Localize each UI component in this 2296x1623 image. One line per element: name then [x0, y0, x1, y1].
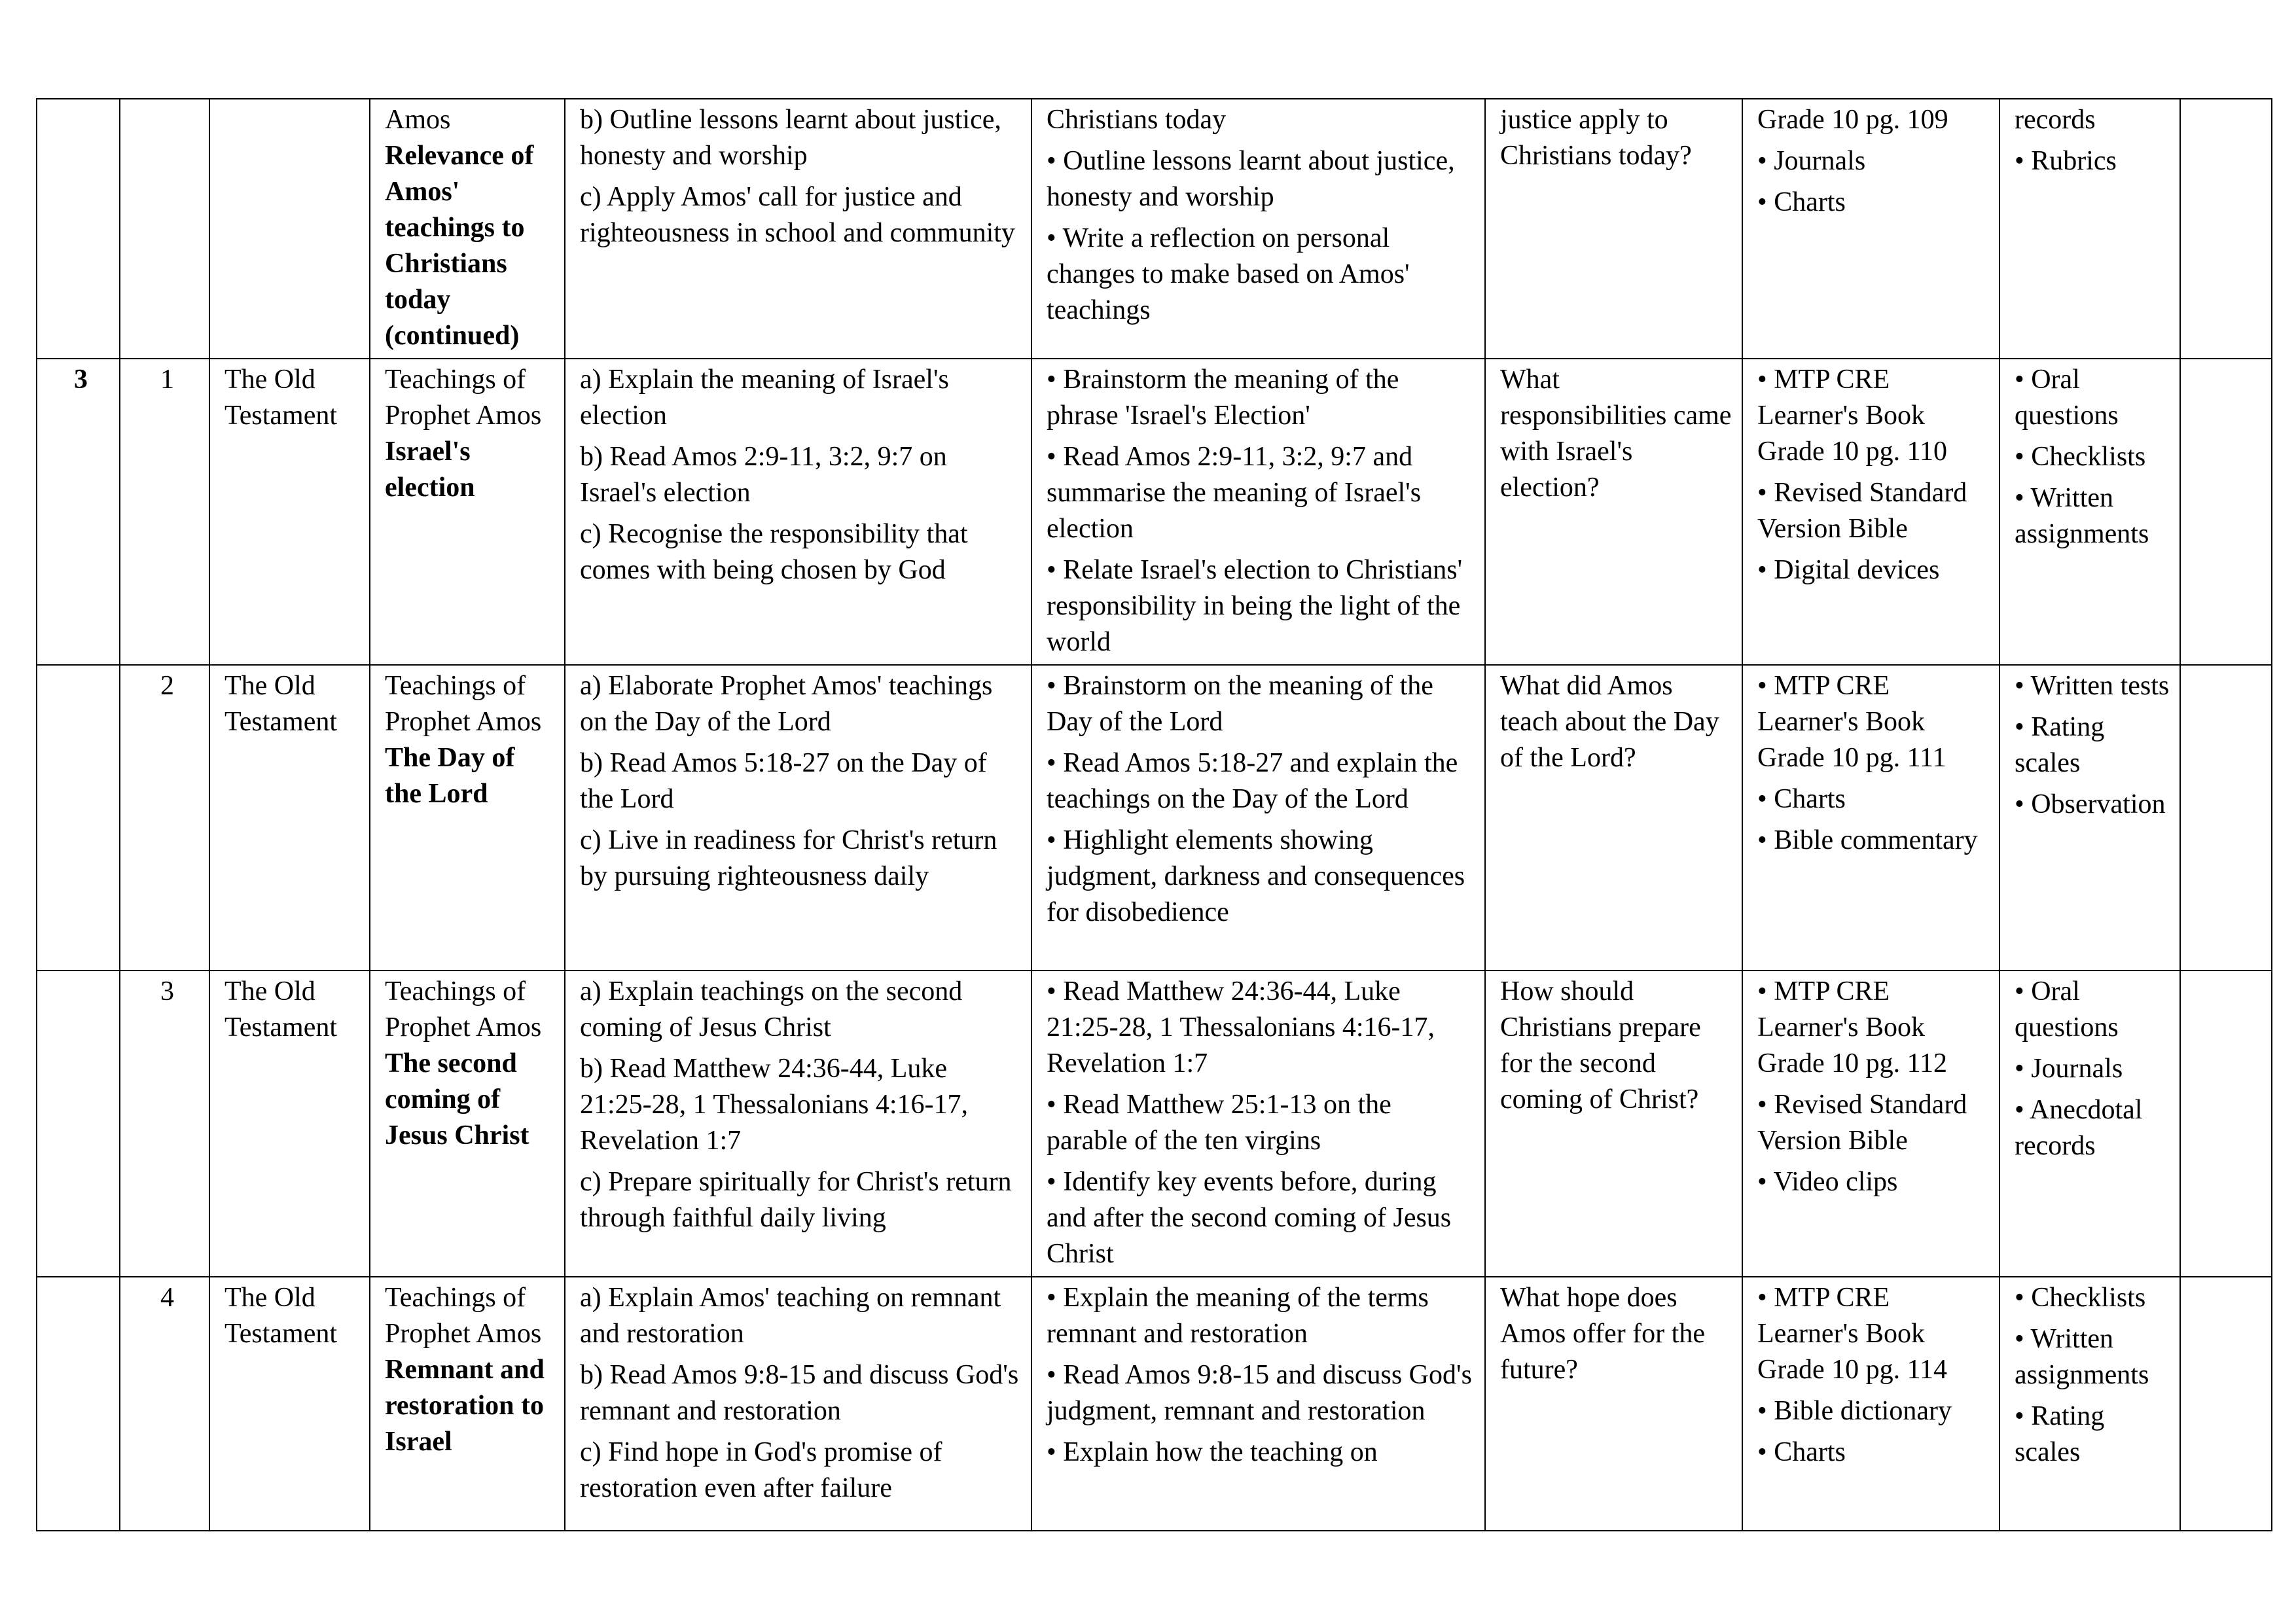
- assessment-item: • Rating scales: [2015, 712, 2105, 778]
- table-row: [37, 359, 2272, 665]
- outcome-item: b) Read Amos 2:9-11, 3:2, 9:7 on Israel's election: [580, 442, 947, 508]
- remarks-cell: [2180, 665, 2272, 971]
- sub-strand-title: The second coming of Jesus Christ: [385, 1048, 529, 1150]
- remarks-cell: [2180, 99, 2272, 359]
- resource-item: • Journals: [1757, 146, 1866, 176]
- key-inquiry-cell: How should Christians prepare for the second coming of Christ?: [1485, 971, 1742, 1277]
- table-row: [37, 665, 2272, 971]
- week-cell: 3: [37, 359, 120, 665]
- experience-item: • Write a reflection on personal changes to make based on Amos' teachings: [1047, 223, 1410, 325]
- experience-item: • Explain how the teaching on: [1047, 1437, 1378, 1467]
- assessment-cell: [2000, 1277, 2180, 1531]
- learning-outcomes-cell: [565, 971, 1031, 1277]
- lesson-cell: 3: [120, 971, 209, 1277]
- resource-item: • Video clips: [1757, 1167, 1898, 1197]
- sub-strand-prefix: Teachings of Prophet Amos: [385, 671, 542, 737]
- resource-item: • Revised Standard Version Bible: [1757, 1090, 1967, 1156]
- resource-item: • Digital devices: [1757, 555, 1940, 585]
- sub-strand-prefix: Teachings of Prophet Amos: [385, 976, 542, 1043]
- assessment-cell: [2000, 359, 2180, 665]
- assessment-item: • Checklists: [2015, 1283, 2146, 1313]
- resource-item: Grade 10 pg. 109: [1757, 105, 1948, 135]
- assessment-item: • Rubrics: [2015, 146, 2117, 176]
- outcome-item: a) Elaborate Prophet Amos' teachings on the Day of the Lord: [580, 671, 993, 737]
- learning-experiences-cell: [1031, 99, 1485, 359]
- sub-strand-prefix: Teachings of Prophet Amos: [385, 365, 542, 431]
- learning-experiences-cell: [1031, 359, 1485, 665]
- outcome-item: c) Recognise the responsibility that comes with being chosen by God: [580, 519, 968, 585]
- experience-item: • Relate Israel's election to Christians' responsibility in being the light of the world: [1047, 555, 1463, 657]
- key-inquiry-cell: justice apply to Christians today?: [1485, 99, 1742, 359]
- learning-outcomes-cell: [565, 1277, 1031, 1531]
- scheme-of-work-table: [36, 98, 2272, 1531]
- lesson-cell: 1: [120, 359, 209, 665]
- learning-outcomes-cell: [565, 99, 1031, 359]
- resource-item: • MTP CRE Learner's Book Grade 10 pg. 112: [1757, 976, 1948, 1079]
- assessment-item: • Oral questions: [2015, 976, 2119, 1043]
- experience-item: • Explain the meaning of the terms remnant and restoration: [1047, 1283, 1429, 1349]
- sub-strand-cell: [370, 359, 565, 665]
- learning-outcomes-cell: [565, 665, 1031, 971]
- resource-item: • Revised Standard Version Bible: [1757, 478, 1967, 544]
- remarks-cell: [2180, 971, 2272, 1277]
- outcome-item: c) Prepare spiritually for Christ's return through faithful daily living: [580, 1167, 1012, 1233]
- lesson-cell: [120, 99, 209, 359]
- resource-item: • Bible commentary: [1757, 825, 1978, 855]
- assessment-item: • Journals: [2015, 1054, 2123, 1084]
- lesson-cell: 2: [120, 665, 209, 971]
- outcome-item: a) Explain teachings on the second coming of Jesus Christ: [580, 976, 963, 1043]
- outcome-item: c) Find hope in God's promise of restoration even after failure: [580, 1437, 942, 1503]
- sub-strand-prefix: Teachings of Prophet Amos: [385, 1283, 542, 1349]
- assessment-item: • Observation: [2015, 789, 2166, 819]
- resource-item: • Charts: [1757, 1437, 1846, 1467]
- resource-item: • MTP CRE Learner's Book Grade 10 pg. 111: [1757, 671, 1946, 773]
- sub-strand-cell: [370, 971, 565, 1277]
- assessment-item: • Anecdotal records: [2015, 1095, 2143, 1161]
- strand-cell: The Old Testament: [209, 1277, 370, 1531]
- experience-item: • Read Amos 5:18-27 and explain the teachings on the Day of the Lord: [1047, 748, 1458, 814]
- resources-cell: [1742, 665, 2000, 971]
- experience-item: Christians today: [1047, 105, 1227, 135]
- resource-item: • MTP CRE Learner's Book Grade 10 pg. 114: [1757, 1283, 1948, 1385]
- resource-item: • Bible dictionary: [1757, 1396, 1952, 1426]
- experience-item: • Brainstorm the meaning of the phrase 'Israel's Election': [1047, 365, 1399, 431]
- week-cell: [37, 971, 120, 1277]
- table-row: [37, 99, 2272, 359]
- resource-item: • MTP CRE Learner's Book Grade 10 pg. 110: [1757, 365, 1948, 467]
- table-row: [37, 971, 2272, 1277]
- week-cell: [37, 1277, 120, 1531]
- table-row: [37, 1277, 2272, 1531]
- assessment-item: • Written assignments: [2015, 1324, 2149, 1390]
- resource-item: • Charts: [1757, 187, 1846, 217]
- resources-cell: [1742, 1277, 2000, 1531]
- strand-cell: [209, 99, 370, 359]
- sub-strand-prefix: Amos: [385, 105, 451, 135]
- key-inquiry-cell: What responsibilities came with Israel's election?: [1485, 359, 1742, 665]
- sub-strand-title: Relevance of Amos' teachings to Christians today (continued): [385, 141, 534, 351]
- outcome-item: b) Read Amos 5:18-27 on the Day of the Lord: [580, 748, 987, 814]
- resource-item: • Charts: [1757, 784, 1846, 814]
- remarks-cell: [2180, 1277, 2272, 1531]
- experience-item: • Brainstorm on the meaning of the Day of the Lord: [1047, 671, 1433, 737]
- assessment-item: records: [2015, 105, 2096, 135]
- assessment-cell: [2000, 971, 2180, 1277]
- week-cell: [37, 99, 120, 359]
- experience-item: • Outline lessons learnt about justice, honesty and worship: [1047, 146, 1455, 212]
- experience-item: • Identify key events before, during and after the second coming of Jesus Christ: [1047, 1167, 1452, 1269]
- experience-item: • Read Matthew 24:36-44, Luke 21:25-28, 1 Thessalonians 4:16-17, Revelation 1:7: [1047, 976, 1435, 1079]
- experience-item: • Highlight elements showing judgment, darkness and consequences for disobedience: [1047, 825, 1465, 927]
- strand-cell: The Old Testament: [209, 665, 370, 971]
- strand-cell: The Old Testament: [209, 971, 370, 1277]
- lesson-cell: 4: [120, 1277, 209, 1531]
- assessment-item: • Oral questions: [2015, 365, 2119, 431]
- key-inquiry-cell: What did Amos teach about the Day of the Lord?: [1485, 665, 1742, 971]
- learning-experiences-cell: [1031, 665, 1485, 971]
- outcome-item: a) Explain the meaning of Israel's election: [580, 365, 949, 431]
- outcome-item: a) Explain Amos' teaching on remnant and restoration: [580, 1283, 1001, 1349]
- assessment-item: • Written tests: [2015, 671, 2170, 701]
- outcome-item: c) Live in readiness for Christ's return by pursuing righteousness daily: [580, 825, 997, 891]
- sub-strand-title: Remnant and restoration to Israel: [385, 1355, 545, 1457]
- week-cell: [37, 665, 120, 971]
- sub-strand-cell: [370, 99, 565, 359]
- outcome-item: b) Read Amos 9:8-15 and discuss God's remnant and restoration: [580, 1360, 1019, 1426]
- sub-strand-title: The Day of the Lord: [385, 743, 515, 809]
- key-inquiry-cell: What hope does Amos offer for the future?: [1485, 1277, 1742, 1531]
- assessment-item: • Checklists: [2015, 442, 2146, 472]
- experience-item: • Read Amos 9:8-15 and discuss God's judgment, remnant and restoration: [1047, 1360, 1472, 1426]
- outcome-item: c) Apply Amos' call for justice and righteousness in school and community: [580, 182, 1015, 248]
- remarks-cell: [2180, 359, 2272, 665]
- assessment-cell: [2000, 665, 2180, 971]
- assessment-item: • Written assignments: [2015, 483, 2149, 549]
- learning-experiences-cell: [1031, 1277, 1485, 1531]
- outcome-item: b) Outline lessons learnt about justice, honesty and worship: [580, 105, 1001, 171]
- learning-experiences-cell: [1031, 971, 1485, 1277]
- resources-cell: [1742, 971, 2000, 1277]
- experience-item: • Read Matthew 25:1-13 on the parable of the ten virgins: [1047, 1090, 1391, 1156]
- assessment-cell: [2000, 99, 2180, 359]
- learning-outcomes-cell: [565, 359, 1031, 665]
- strand-cell: The Old Testament: [209, 359, 370, 665]
- experience-item: • Read Amos 2:9-11, 3:2, 9:7 and summarise the meaning of Israel's election: [1047, 442, 1422, 544]
- outcome-item: b) Read Matthew 24:36-44, Luke 21:25-28, 1 Thessalonians 4:16-17, Revelation 1:7: [580, 1054, 969, 1156]
- sub-strand-cell: [370, 1277, 565, 1531]
- sub-strand-cell: [370, 665, 565, 971]
- resources-cell: [1742, 99, 2000, 359]
- resources-cell: [1742, 359, 2000, 665]
- assessment-item: • Rating scales: [2015, 1401, 2105, 1467]
- sub-strand-title: Israel's election: [385, 437, 475, 503]
